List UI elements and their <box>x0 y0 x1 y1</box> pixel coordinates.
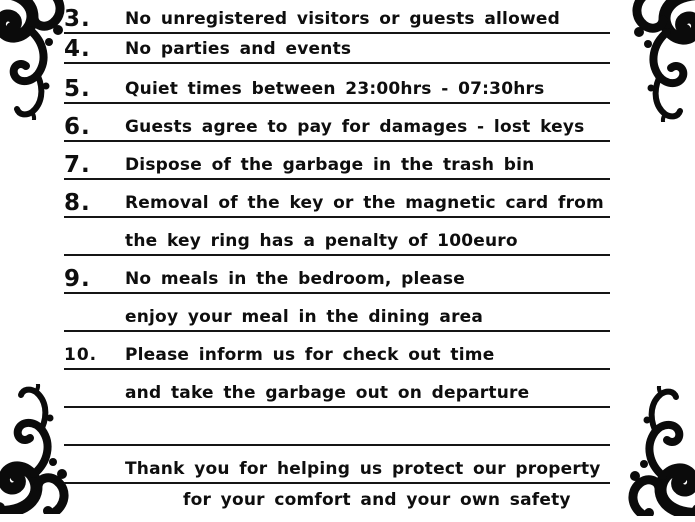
rule-9-line-1 <box>64 256 610 294</box>
rule-8-text-1: Removal of the key or the magnetic card from <box>125 193 604 213</box>
rule-6-text: Guests agree to pay for damages - lost keys <box>125 117 585 137</box>
thank-you-text: Thank you for helping us protect our property <box>125 459 601 479</box>
rule-9-text-2: enjoy your meal in the dining area <box>125 307 484 327</box>
partial-footer-line <box>64 484 610 522</box>
blank-ruled-line <box>64 408 610 446</box>
flourish-top-left-icon <box>0 0 72 120</box>
rule-8-line-1 <box>64 180 610 218</box>
rule-9-number: 9. <box>64 266 91 292</box>
rule-3-number: 3. <box>64 6 91 32</box>
rule-10-text-1: Please inform us for check out time <box>125 345 495 365</box>
rule-7-line <box>64 142 610 180</box>
rule-4-text: No parties and events <box>125 39 352 59</box>
rule-3-line <box>64 0 610 34</box>
rule-7-text: Dispose of the garbage in the trash bin <box>125 155 535 175</box>
rule-10-number: 10. <box>64 345 98 365</box>
rule-6-line <box>64 104 610 142</box>
flourish-top-right-icon <box>625 0 695 122</box>
rule-10-line-1 <box>64 332 610 370</box>
rule-5-line <box>64 64 610 104</box>
flourish-bottom-right-icon <box>621 386 695 516</box>
partial-footer-text: for your comfort and your own safety <box>183 490 571 510</box>
rule-8-line-2 <box>64 218 610 256</box>
rule-7-number: 7. <box>64 152 91 178</box>
rule-3-text: No unregistered visitors or guests allowed <box>125 9 560 29</box>
rule-9-text-1: No meals in the bedroom, please <box>125 269 465 289</box>
rule-8-text-2: the key ring has a penalty of 100euro <box>125 231 518 251</box>
rule-10-text-2: and take the garbage out on departure <box>125 383 530 403</box>
thank-you-line <box>64 446 610 484</box>
rule-10-line-2 <box>64 370 610 408</box>
rule-8-number: 8. <box>64 190 91 216</box>
rule-6-number: 6. <box>64 114 91 140</box>
rule-9-line-2 <box>64 294 610 332</box>
rule-4-number: 4. <box>64 36 91 62</box>
rule-5-text: Quiet times between 23:00hrs - 07:30hrs <box>125 79 545 99</box>
rule-4-line <box>64 34 610 64</box>
rules-list <box>64 0 610 522</box>
rule-5-number: 5. <box>64 76 91 102</box>
